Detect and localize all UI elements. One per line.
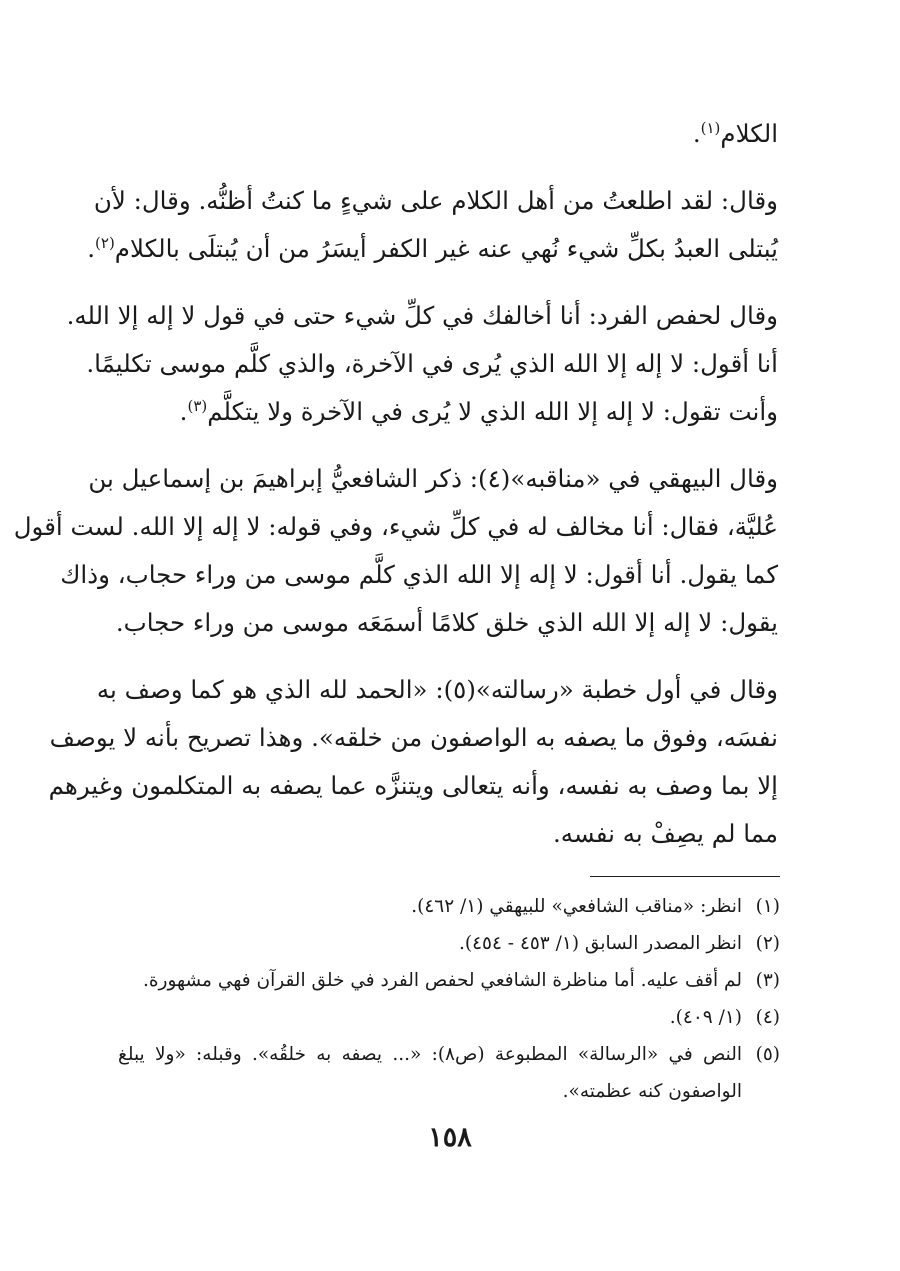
page-number: ١٥٨	[428, 1122, 472, 1153]
footnote-number: (٣)	[755, 970, 780, 991]
text-line: وقال في أول خطبة «رسالته»(٥): «الحمد لله الذي هو كما وصف به	[96, 675, 778, 704]
footnote-text: انظر: «مناقب الشافعي» للبيهقي (١/ ٤٦٢).	[411, 896, 742, 917]
footnote-number: (١)	[755, 896, 780, 917]
footnote-2	[118, 925, 780, 962]
footnote-separator	[590, 876, 780, 877]
footnote-text: انظر المصدر السابق (١/ ٤٥٣ - ٤٥٤).	[459, 933, 742, 954]
footnote-3	[118, 962, 780, 999]
text-line: مما لم يصِفْ به نفسه.	[552, 819, 778, 848]
text-line: وقال البيهقي في «مناقبه»(٤): ذكر الشافعيُّ إبراهيمَ بن إسماعيل بن	[88, 464, 778, 493]
footnote-4	[118, 999, 780, 1036]
footnote-number: (٥)	[755, 1044, 780, 1065]
footnote-text: لم أقف عليه. أما مناظرة الشافعي لحفص الفرد في خلق القرآن فهي مشهورة.	[142, 970, 742, 991]
text-line: وأنت تقول: لا إله إلا الله الذي لا يُرى في الآخرة ولا يتكلَّم$^{(٣)}$.	[179, 396, 778, 426]
footnote-5	[118, 1036, 780, 1110]
text-line: كما يقول. أنا أقول: لا إله إلا الله الذي كلَّم موسى من وراء حجاب، وذاك	[60, 560, 778, 589]
text-line: نفسَه، وفوق ما يصفه به الواصفون من خلقه». وهذا تصريح بأنه لا يوصف	[49, 723, 778, 752]
text-line: الكلام$^{(١)}$.	[692, 118, 778, 148]
text-line: إلا بما وصف به نفسه، وأنه يتعالى ويتنزَّه عما يصفه به المتكلمون وغيرهم	[48, 771, 778, 800]
paragraph-5	[48, 666, 778, 858]
text-line: وقال: لقد اطلعتُ من أهل الكلام على شيءٍ ما كنتُ أظنُّه. وقال: لأن	[93, 186, 778, 215]
text-line: يقول: لا إله إلا الله الذي خلق كلامًا أسمَعَه موسى من وراء حجاب.	[115, 608, 778, 637]
footnotes	[118, 888, 780, 1110]
paragraph-1	[118, 110, 778, 158]
paragraph-4	[13, 455, 778, 647]
paragraph-2	[87, 177, 778, 273]
text-line: عُليَّة، فقال: أنا مخالف له في كلِّ شيء، وفي قوله: لا إله إلا الله. لست أقول	[13, 512, 778, 541]
text-line: أنا أقول: لا إله إلا الله الذي يُرى في الآخرة، والذي كلَّم موسى تكليمًا.	[86, 349, 778, 378]
footnote-marker[interactable]: (١)	[700, 118, 721, 137]
footnote-marker[interactable]: (٣)	[187, 396, 208, 415]
text-line: يُبتلى العبدُ بكلِّ شيء نُهي عنه غير الكفر أيسَرُ من أن يُبتلَى بالكلام$^{(٢)}$.	[87, 233, 778, 263]
footnote-text: (١/ ٤٠٩).	[669, 1007, 742, 1028]
main-text	[13, 110, 778, 877]
footnote-number: (٤)	[755, 1007, 780, 1028]
footnote-1	[118, 888, 780, 925]
text-line: وقال لحفص الفرد: أنا أخالفك في كلِّ شيء حتى في قول لا إله إلا الله.	[66, 301, 778, 330]
paragraph-3	[66, 292, 778, 436]
footnote-text: النص في «الرسالة» المطبوعة (ص٨): «... يصفه به خلقُه». وقبله: «ولا يبلغ الواصفون كنه عظمته».	[118, 1044, 743, 1102]
footnote-marker[interactable]: (٢)	[95, 233, 115, 252]
footnote-number: (٢)	[755, 933, 780, 954]
